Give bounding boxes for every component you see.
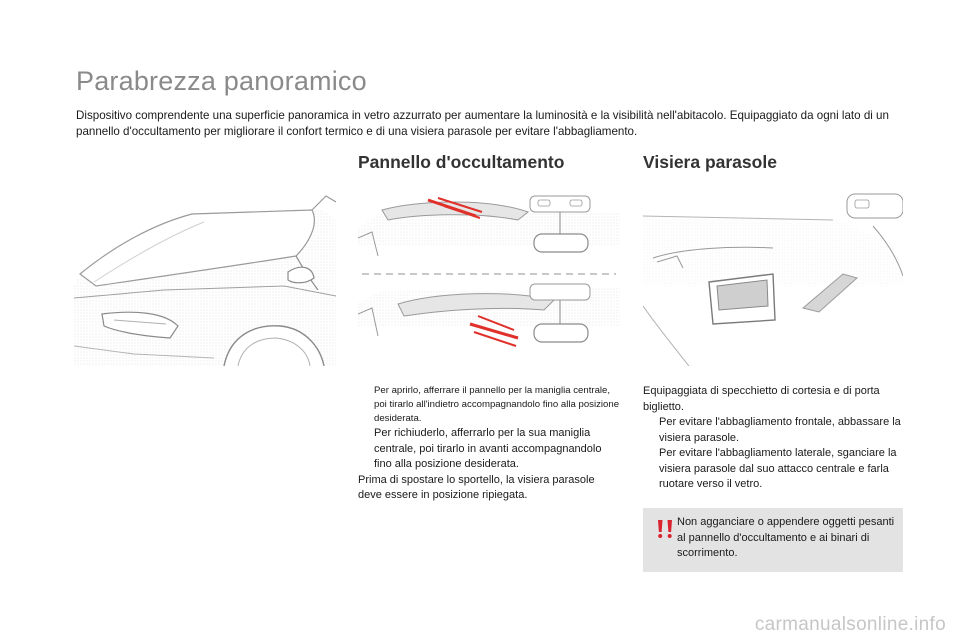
windscreen-illustration [74,186,336,366]
bullet-text: Per evitare l'abbagliamento frontale, abbassare la visiera parasole. [659,416,901,444]
section-title-visor: Visiera parasole [643,152,777,172]
blind-illustration [358,186,620,366]
bullet-frontal [643,415,905,446]
sun-visor-illustration [643,186,903,366]
section-title-blind: Pannello d'occultamento [358,152,565,172]
watermark: carmanualsonline.info [754,614,946,635]
bullet-mark [643,446,659,493]
blind-note: Prima di spostare lo sportello, la visiera parasole deve essere in posizione ripiegata. [358,473,595,501]
bullet-text: Per aprirlo, afferrare il pannello per la maniglia centrale, poi tirarlo all'indietro accompagnandolo fino alla posizione desiderata. [374,385,620,424]
blind-instructions [358,384,620,504]
bullet-open [358,384,620,426]
intro-paragraph: Dispositivo comprendente una superficie panoramica in vetro azzurrato per aumentare la luminosità e la visibilità nell'abitacolo. Equipaggiato da ogni lato di un pannello d'occultamento per migliorare il confort termico e di una visiera parasole per evitare l'abbagliamento. [76,109,889,138]
bullet-text: Per richiuderlo, afferrarlo per la sua maniglia centrale, poi tirarlo in avanti accompagnandolo fino alla posizione desiderata. [374,427,602,470]
bullet-text: Per evitare l'abbagliamento laterale, sganciare la visiera parasole dal suo attacco centrale e farla ruotare verso il vetro. [659,447,897,490]
bullet-close [358,426,620,473]
page-title: Parabrezza panoramico [76,66,367,96]
bullet-mark [358,384,374,426]
warning-box [643,508,903,572]
bullet-lateral [643,446,905,493]
bullet-mark [643,415,659,446]
visor-instructions [643,384,905,493]
warning-icon [654,518,676,540]
visor-intro: Equipaggiata di specchietto di cortesia e di porta biglietto. [643,385,880,413]
warning-text: Non agganciare o appendere oggetti pesanti al pannello d'occultamento e ai binari di scorrimento. [677,516,895,559]
bullet-mark [358,426,374,473]
